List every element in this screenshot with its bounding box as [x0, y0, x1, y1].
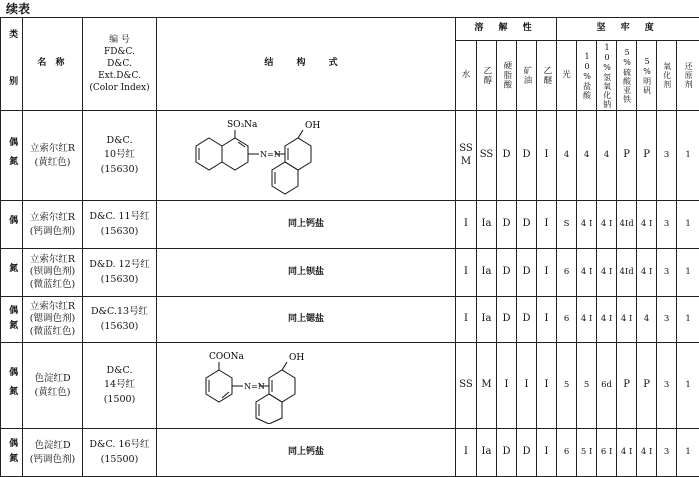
fast-alum: 4 I — [637, 429, 657, 477]
sol-ethanol: Ia — [477, 429, 497, 477]
fast-reductant: 1 — [677, 201, 699, 249]
sol-stearic: D — [497, 111, 517, 201]
header-structure: 结 构 式 — [157, 18, 456, 111]
sol-ether: I — [537, 201, 557, 249]
table-row — [1, 429, 699, 477]
row-category: 偶 — [1, 201, 23, 249]
header-fastness: 坚 牢 度 — [557, 18, 699, 41]
sol-ethanol: Ia — [477, 249, 497, 297]
sol-mineral-oil: D — [517, 429, 537, 477]
fast-oxidant: 3 — [657, 249, 677, 297]
structure-formula-1 — [157, 111, 456, 201]
fast-naoh: 4 — [597, 111, 617, 201]
row-name: 立索尔红R (钙调色剂) — [23, 201, 83, 249]
sol-stearic: I — [497, 343, 517, 429]
row-name: 色淀红D (钙调色剂) — [23, 429, 83, 477]
fast-oxidant: 3 — [657, 297, 677, 343]
fast-naoh: 4 I — [597, 297, 617, 343]
naphthalene-azo-structure-1 — [187, 116, 327, 196]
sol-stearic: D — [497, 297, 517, 343]
fast-oxidant: 3 — [657, 343, 677, 429]
col-naoh: 10%氢氧化钠 — [597, 41, 617, 111]
row-name: 立索尔红R (钡调色剂) (微蓝红色) — [23, 249, 83, 297]
fast-feso4: 4Id — [617, 201, 637, 249]
fast-feso4: 4 I — [617, 429, 637, 477]
fast-oxidant: 3 — [657, 429, 677, 477]
sol-ether: I — [537, 249, 557, 297]
col-water: 水 — [456, 41, 477, 111]
fast-hcl: 5 I — [577, 429, 597, 477]
fast-alum: P — [637, 111, 657, 201]
sol-mineral-oil: D — [517, 111, 537, 201]
fast-alum: 4 I — [637, 249, 657, 297]
sol-ether: I — [537, 343, 557, 429]
row-category: 偶氮 — [1, 297, 23, 343]
sol-stearic: D — [497, 429, 517, 477]
row-code: D&C. 16号红 (15500) — [83, 429, 157, 477]
fast-light: 6 — [557, 429, 577, 477]
sol-stearic: D — [497, 249, 517, 297]
fast-light: 4 — [557, 111, 577, 201]
fast-naoh: 4 I — [597, 249, 617, 297]
sol-water: I — [456, 201, 477, 249]
col-reductant: 还原剂 — [677, 41, 699, 111]
col-ethanol: 乙醇 — [477, 41, 497, 111]
fast-alum: 4 — [637, 297, 657, 343]
fast-light: S — [557, 201, 577, 249]
sol-ethanol: SS — [477, 111, 497, 201]
sol-ether: I — [537, 297, 557, 343]
header-solubility: 溶 解 性 — [456, 18, 557, 41]
sol-ether: I — [537, 111, 557, 201]
svg-text:COONa: COONa — [209, 352, 245, 362]
col-feso4: 5%硫酸亚铁 — [617, 41, 637, 111]
fast-reductant: 1 — [677, 111, 699, 201]
svg-text:SO₃Na: SO₃Na — [227, 120, 258, 130]
fast-hcl: 4 I — [577, 201, 597, 249]
sol-mineral-oil: D — [517, 297, 537, 343]
fast-naoh: 6d — [597, 343, 617, 429]
table-caption: 续表 — [6, 0, 30, 17]
row-name: 立索尔红R (黄红色) — [23, 111, 83, 201]
structure-formula-2 — [157, 343, 456, 429]
row-name: 色淀红D (黄红色) — [23, 343, 83, 429]
fast-reductant: 1 — [677, 429, 699, 477]
fast-feso4: P — [617, 343, 637, 429]
fast-naoh: 6 I — [597, 429, 617, 477]
svg-text:N=N: N=N — [244, 382, 265, 391]
row-structure: 同上钙盐 — [157, 201, 456, 249]
fast-hcl: 4 I — [577, 249, 597, 297]
fast-light: 6 — [557, 249, 577, 297]
row-code: D&C. 11号红 (15630) — [83, 201, 157, 249]
table-row — [1, 297, 699, 343]
fast-hcl: 4 I — [577, 297, 597, 343]
col-hcl: 10%盐酸 — [577, 41, 597, 111]
sol-water: SS — [456, 343, 477, 429]
sol-ether: I — [537, 429, 557, 477]
row-category: 偶氮 — [1, 343, 23, 429]
col-mineral-oil: 矿油 — [517, 41, 537, 111]
col-alum: 5%明矾 — [637, 41, 657, 111]
sol-water: I — [456, 249, 477, 297]
fast-feso4: P — [617, 111, 637, 201]
sol-ethanol: M — [477, 343, 497, 429]
fast-feso4: 4 I — [617, 297, 637, 343]
row-code: D&D. 12号红 (15630) — [83, 249, 157, 297]
fast-reductant: 1 — [677, 297, 699, 343]
sol-mineral-oil: I — [517, 343, 537, 429]
row-category: 偶氮 — [1, 111, 23, 201]
sol-mineral-oil: D — [517, 201, 537, 249]
fast-hcl: 4 — [577, 111, 597, 201]
sol-water: I — [456, 297, 477, 343]
table-row — [1, 343, 699, 429]
benzoate-azo-naphthol-structure — [197, 348, 337, 424]
col-stearic-acid: 硬脂酸 — [497, 41, 517, 111]
table-row — [1, 111, 699, 201]
svg-text:N=N: N=N — [260, 150, 281, 159]
svg-text:OH: OH — [305, 121, 320, 131]
table-row — [1, 201, 699, 249]
fast-alum: 4 I — [637, 201, 657, 249]
header-code: 编 号 FD&C. D&C. Ext.D&C. (Color Index) — [83, 18, 157, 111]
sol-mineral-oil: D — [517, 249, 537, 297]
row-category: 偶氮 — [1, 429, 23, 477]
fast-oxidant: 3 — [657, 111, 677, 201]
sol-stearic: D — [497, 201, 517, 249]
row-structure: 同上钙盐 — [157, 429, 456, 477]
fast-feso4: 4Id — [617, 249, 637, 297]
fast-light: 5 — [557, 343, 577, 429]
header-name: 名 称 — [23, 18, 83, 111]
sol-water: SS M — [456, 111, 477, 201]
fast-light: 6 — [557, 297, 577, 343]
header-category: 类 别 — [1, 18, 23, 111]
sol-ethanol: Ia — [477, 297, 497, 343]
row-code: D&C. 10号红 (15630) — [83, 111, 157, 201]
fast-reductant: 1 — [677, 343, 699, 429]
col-ether: 乙醚 — [537, 41, 557, 111]
col-oxidant: 氧化剂 — [657, 41, 677, 111]
row-name: 立索尔红R (锶调色剂) (微蓝红色) — [23, 297, 83, 343]
fast-alum: P — [637, 343, 657, 429]
table-row — [1, 249, 699, 297]
row-structure: 同上锶盐 — [157, 297, 456, 343]
dye-property-table — [0, 17, 699, 477]
sol-water: I — [456, 429, 477, 477]
row-code: D&C. 14号红 (1500) — [83, 343, 157, 429]
col-light: 光 — [557, 41, 577, 111]
row-code: D&C.13号红 (15630) — [83, 297, 157, 343]
fast-naoh: 4 I — [597, 201, 617, 249]
svg-text:OH: OH — [289, 353, 304, 363]
row-category: 氮 — [1, 249, 23, 297]
sol-ethanol: Ia — [477, 201, 497, 249]
fast-oxidant: 3 — [657, 201, 677, 249]
fast-reductant: 1 — [677, 249, 699, 297]
row-structure: 同上钡盐 — [157, 249, 456, 297]
fast-hcl: 5 — [577, 343, 597, 429]
